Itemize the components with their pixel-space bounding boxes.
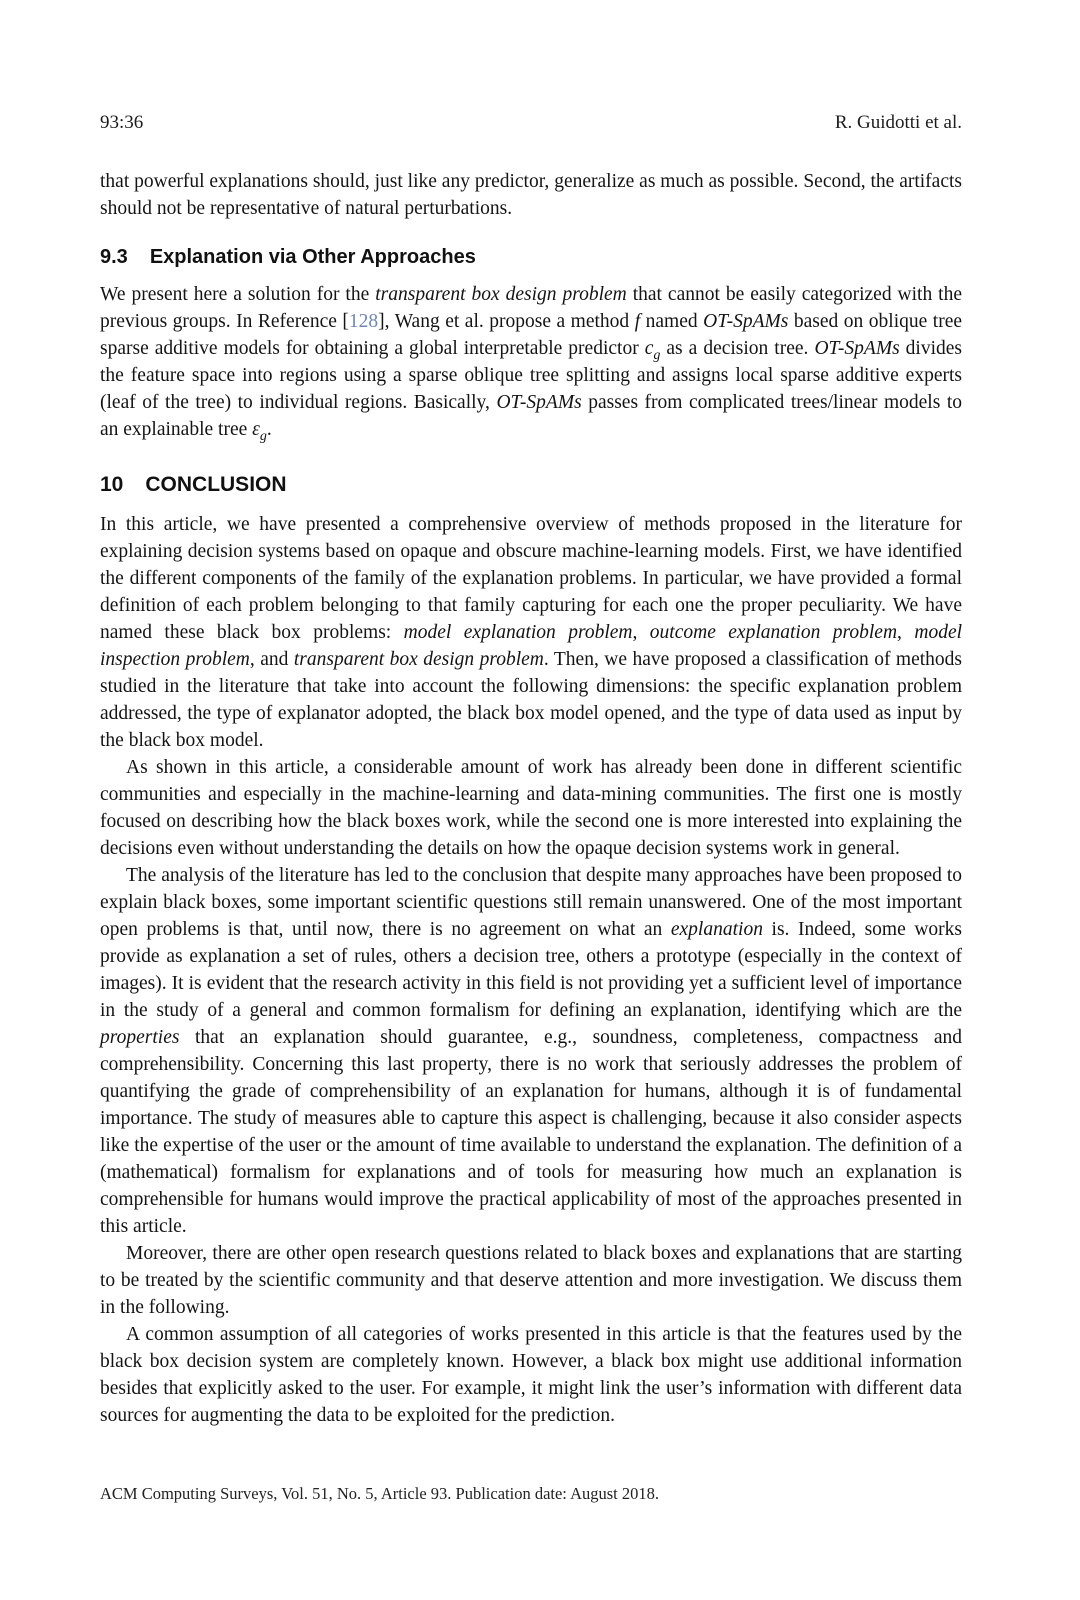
body-text: ,: [897, 622, 915, 643]
section-title: Explanation via Other Approaches: [149, 246, 476, 268]
body-text: A common assumption of all categories of works presented in this article is that the features used by the black box decision system are completely known. However, a black box might use additional information besides that explicitly asked to the user. For example, it might link the user’s information with different data sources for augmenting the data to be exploited for the prediction.: [100, 1324, 962, 1426]
body-text: OT-SpAMs: [496, 392, 582, 413]
running-authors: R. Guidotti et al.: [834, 112, 962, 133]
body-text: that cannot be easily categorized with the previous groups. In Reference [: [100, 284, 962, 332]
body-text: ], Wang et al. propose a method: [378, 311, 635, 332]
body-text: based on oblique tree sparse additive models for obtaining a global interpretable predictor: [100, 311, 963, 359]
body-text: Moreover, there are other open research questions related to black boxes and explanations that are starting to be treated by the scientific community and that deserve attention and more investigation. We discuss them in the following.: [100, 1243, 962, 1318]
subscript-text: g: [259, 427, 267, 444]
body-text: passes from complicated trees/linear models to an explainable tree: [100, 392, 962, 440]
paragraph: [100, 1321, 962, 1429]
journal-footer: [100, 1484, 962, 1600]
body-text: transparent box design problem: [293, 649, 544, 670]
section-heading-10: [100, 471, 962, 498]
body-text: We present here a solution for the: [100, 284, 376, 305]
paragraph: [100, 1240, 962, 1321]
body-text: explanation: [670, 919, 763, 940]
body-text: model explanation problem: [403, 622, 633, 643]
body-text: c: [644, 338, 654, 359]
body-text: , and: [249, 649, 294, 670]
body-text: f: [634, 311, 641, 332]
body-text: OT-SpAMs: [703, 311, 789, 332]
paragraph: [100, 281, 962, 443]
paragraph: [100, 511, 962, 754]
journal-footer-text: ACM Computing Surveys, Vol. 51, No. 5, Article 93. Publication date: August 2018.: [100, 1484, 660, 1503]
paragraph: [100, 168, 962, 222]
body-text: The analysis of the literature has led to the conclusion that despite many approaches have been proposed to explain black boxes, some important scientific questions still remain unanswered. One of the most important open problems is that, until now, there is no agreement on what an: [100, 865, 962, 940]
paragraph: [100, 862, 962, 1240]
body-text: In this article, we have presented a comprehensive overview of methods proposed in the literature for explaining decision systems based on opaque and obscure machine-learning models. First, we have identified the different components of the family of the explanation problems. In particular, we have provided a formal definition of each problem belonging to that family capturing for each one the proper peculiarity. We have named these black box problems:: [100, 514, 962, 643]
body-text: that an explanation should guarantee, e.g., soundness, completeness, compactness and comprehensibility. Concerning this last property, there is no work that seriously addresses the problem of quantifying the grade of comprehensibility of an explanation for humans, although it is of fundamental importance. The study of measures able to capture this aspect is challenging, because it also consider aspects like the expertise of the user or the amount of time available to understand the explanation. The definition of a (mathematical) formalism for explanations and of tools for measuring how much an explanation is comprehensible for humans would improve the practical applicability of most of the approaches presented in this article.: [100, 1027, 962, 1237]
body-text: . Then, we have proposed a classification of methods studied in the literature that take into account the following dimensions: the specific explanation problem addressed, the type of explanator adopted, the black box model opened, and the type of data used as input by the black box model.: [100, 649, 962, 751]
running-head: [100, 112, 962, 134]
body-text: .: [266, 419, 272, 440]
body-text: properties: [100, 1027, 180, 1048]
page-number: 93:36: [100, 112, 144, 133]
body-text: ε: [252, 419, 260, 440]
body-text: ,: [632, 622, 650, 643]
subscript-text: g: [653, 346, 661, 363]
section-title: CONCLUSION: [145, 473, 287, 496]
body-text: that powerful explanations should, just like any predictor, generalize as much as possible. Second, the artifacts should not be representative of natural perturbations.: [100, 171, 962, 219]
body-text: is. Indeed, some works provide as explanation a set of rules, others a decision tree, others a prototype (especially in the context of images). It is evident that the research activity in this field is not providing yet a sufficient level of importance in the study of a general and common formalism for defining an explanation, identifying which are the: [100, 919, 963, 1021]
body-text: outcome explanation problem: [649, 622, 898, 643]
body-text: model inspection problem: [100, 622, 963, 670]
section-number: 9.3: [100, 246, 128, 268]
body-text: as a decision tree.: [660, 338, 815, 359]
body-text: transparent box design problem: [375, 284, 627, 305]
page-content: [100, 168, 962, 1429]
citation-link[interactable]: 128: [348, 311, 379, 332]
body-text: As shown in this article, a considerable amount of work has already been done in different scientific communities and especially in the machine-learning and data-mining communities. The first one is mostly focused on describing how the black boxes work, while the second one is more interested into explaining the decisions even without understanding the details on how the opaque decision systems work in general.: [100, 757, 962, 859]
section-heading-9.3: [100, 244, 962, 271]
paragraph: [100, 754, 962, 862]
body-text: divides the feature space into regions using a sparse oblique tree splitting and assigns local sparse additive experts (leaf of the tree) to individual regions. Basically,: [100, 338, 962, 413]
body-text: OT-SpAMs: [814, 338, 900, 359]
body-text: named: [640, 311, 704, 332]
section-number: 10: [100, 473, 124, 496]
